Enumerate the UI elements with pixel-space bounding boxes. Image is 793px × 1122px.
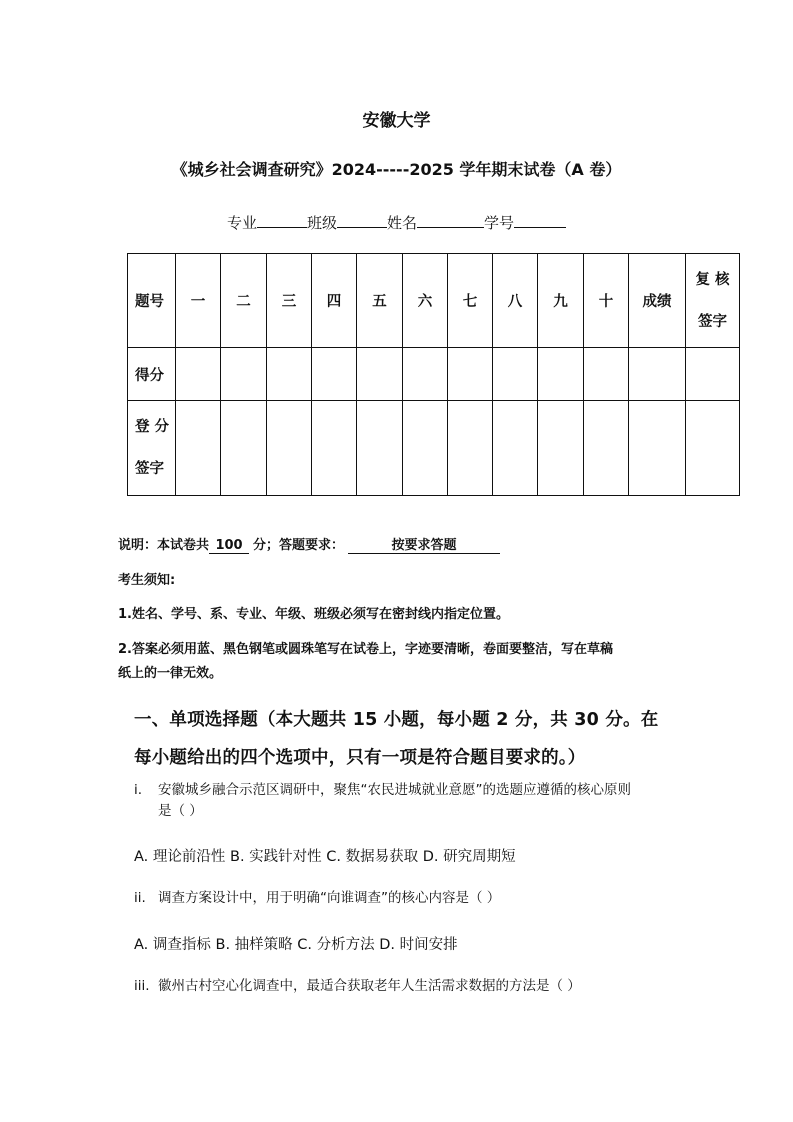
signer-cell[interactable] — [538, 401, 584, 496]
col-8: 八 — [493, 254, 538, 348]
col-review — [686, 254, 740, 348]
class-label: 班级 — [306, 214, 337, 232]
major-label: 专业 — [226, 214, 257, 232]
instructions-line — [118, 534, 500, 554]
section-heading-line2: 每小题给出的四个选项中，只有一项是符合题目要求的。） — [134, 748, 586, 768]
table-row-header — [128, 254, 740, 348]
score-cell[interactable] — [686, 348, 740, 401]
question-text: 安徽城乡融合示范区调研中，聚焦“农民进城就业意愿”的选题应遵循的核心原则 — [158, 782, 631, 798]
signer-cell[interactable] — [357, 401, 403, 496]
score-cell[interactable] — [448, 348, 493, 401]
score-table — [127, 253, 740, 496]
table-row-signer — [128, 401, 740, 496]
signer-cell[interactable] — [403, 401, 448, 496]
signer-cell[interactable] — [629, 401, 686, 496]
col-1: 一 — [176, 254, 221, 348]
col-4: 四 — [312, 254, 357, 348]
score-cell[interactable] — [403, 348, 448, 401]
question-text: 调查方案设计中，用于明确“向谁调查”的核心内容是（ ） — [158, 890, 501, 906]
review-line2: 签字 — [698, 313, 727, 330]
question-1 — [134, 780, 631, 822]
question-1-options: A. 理论前沿性 B. 实践针对性 C. 数据易获取 D. 研究周期短 — [134, 849, 516, 865]
signer-cell[interactable] — [686, 401, 740, 496]
score-cell[interactable] — [267, 348, 312, 401]
col-total: 成绩 — [629, 254, 686, 348]
notice-item-1: 1.姓名、学号、系、专业、年级、班级必须写在密封线内指定位置。 — [118, 607, 509, 622]
col-3: 三 — [267, 254, 312, 348]
review-line1: 复 核 — [695, 271, 730, 288]
exam-title: 《城乡社会调查研究》2024-----2025 学年期末试卷（A 卷） — [171, 160, 622, 179]
question-number: i. — [134, 782, 143, 798]
question-number: iii. — [134, 978, 150, 994]
col-5: 五 — [357, 254, 403, 348]
notice-item-2-line2: 纸上的一律无效。 — [118, 666, 223, 681]
notice-title: 考生须知: — [118, 573, 176, 588]
id-label: 学号 — [484, 214, 515, 232]
signer-cell[interactable] — [312, 401, 357, 496]
col-2: 二 — [221, 254, 267, 348]
signer-line2: 签字 — [135, 461, 164, 477]
name-label: 姓名 — [387, 214, 418, 232]
major-blank[interactable] — [257, 211, 307, 228]
signer-line1: 登 分 — [135, 419, 170, 435]
row-header-cell: 题号 — [128, 254, 176, 348]
signer-cell[interactable] — [267, 401, 312, 496]
score-row-label: 得分 — [128, 348, 176, 401]
question-3 — [134, 976, 581, 997]
score-cell[interactable] — [357, 348, 403, 401]
score-cell[interactable] — [312, 348, 357, 401]
requirement-text: 按要求答题 — [348, 534, 500, 554]
table-row-score — [128, 348, 740, 401]
score-cell[interactable] — [584, 348, 629, 401]
signer-cell[interactable] — [221, 401, 267, 496]
question-number: ii. — [134, 890, 146, 906]
signer-row-label — [128, 401, 176, 496]
score-cell[interactable] — [538, 348, 584, 401]
class-blank[interactable] — [337, 211, 387, 228]
score-cell[interactable] — [493, 348, 538, 401]
signer-cell[interactable] — [493, 401, 538, 496]
question-text-cont: 是（ ） — [158, 803, 203, 819]
signer-cell[interactable] — [176, 401, 221, 496]
question-text: 徽州古村空心化调查中，最适合获取老年人生活需求数据的方法是（ ） — [158, 978, 581, 994]
instructions-mid: 分；答题要求： — [253, 538, 345, 553]
score-cell[interactable] — [629, 348, 686, 401]
score-cell[interactable] — [176, 348, 221, 401]
instructions-prefix: 说明：本试卷共 — [118, 538, 210, 553]
total-score: 100 — [209, 538, 249, 554]
col-7: 七 — [448, 254, 493, 348]
question-2 — [134, 888, 500, 909]
section-heading-line1: 一、单项选择题（本大题共 15 小题，每小题 2 分，共 30 分。在 — [134, 710, 659, 730]
col-10: 十 — [584, 254, 629, 348]
col-9: 九 — [538, 254, 584, 348]
notice-item-2-line1: 2.答案必须用蓝、黑色钢笔或圆珠笔写在试卷上，字迹要清晰，卷面要整洁，写在草稿 — [118, 642, 613, 657]
score-cell[interactable] — [221, 348, 267, 401]
name-blank[interactable] — [417, 211, 484, 228]
question-2-options: A. 调查指标 B. 抽样策略 C. 分析方法 D. 时间安排 — [134, 937, 458, 953]
university-title: 安徽大学 — [362, 111, 431, 131]
signer-cell[interactable] — [448, 401, 493, 496]
student-info-line — [0, 211, 793, 233]
signer-cell[interactable] — [584, 401, 629, 496]
id-blank[interactable] — [514, 211, 566, 228]
col-6: 六 — [403, 254, 448, 348]
